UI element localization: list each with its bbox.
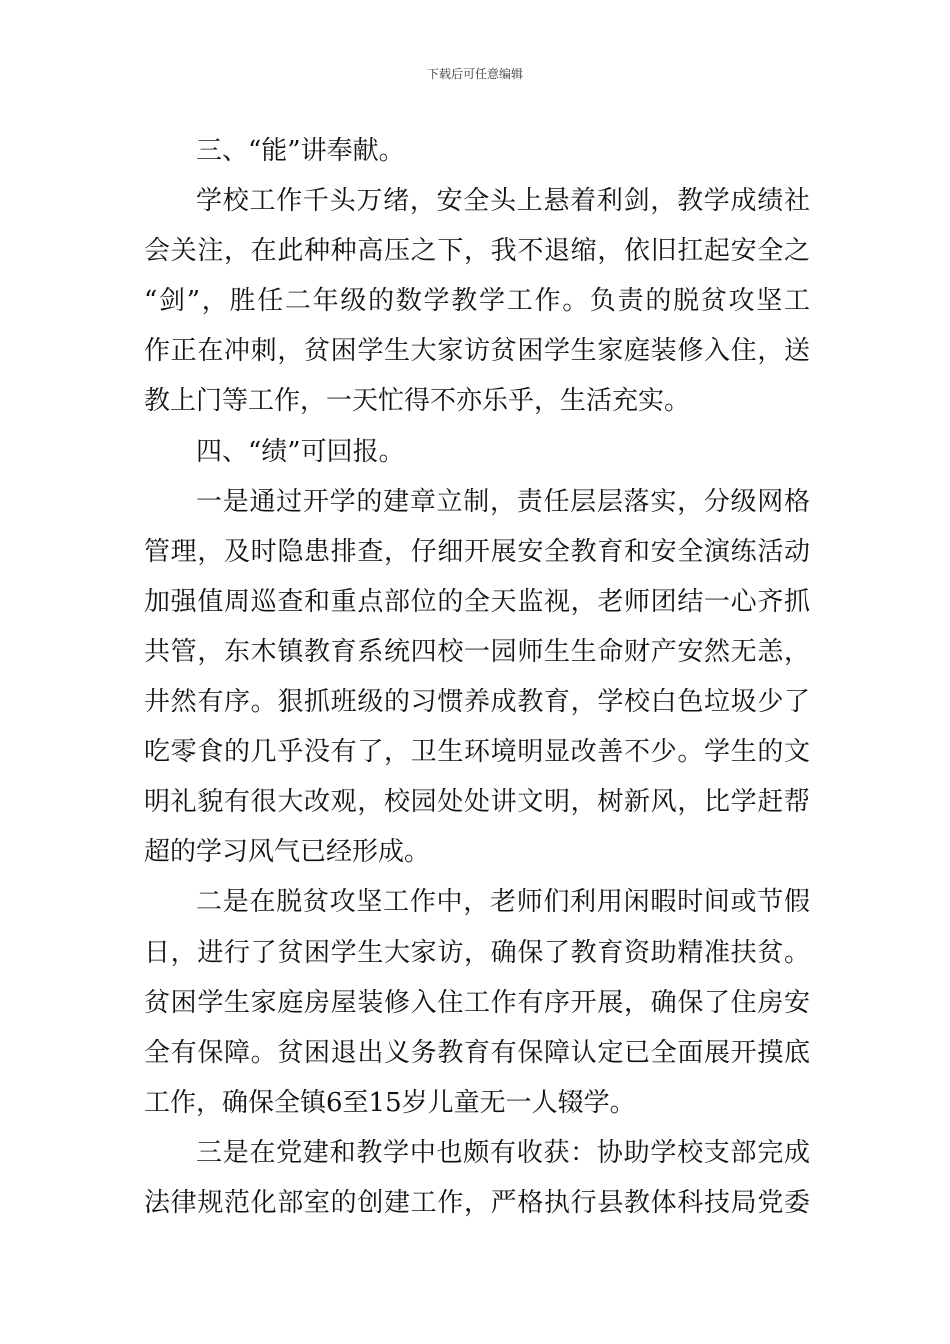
text-line: 吃零食的几乎没有了，卫生环境明显改善不少。学生的文 — [144, 737, 810, 768]
text-line: 加强值周巡查和重点部位的全天监视，老师团结一心齐抓 — [144, 586, 810, 617]
page-header: 下载后可任意编辑 — [426, 67, 523, 81]
text-line: 贫困学生家庭房屋装修入住工作有序开展，确保了住房安 — [144, 987, 810, 1018]
text-line: 教上门等工作，一天忙得不亦乐乎，生活充实。 — [144, 386, 691, 417]
text-line: 学校工作千头万绪，安全头上悬着利剑，教学成绩社 — [196, 186, 810, 217]
section-heading: 三、“能”讲奉献。 — [196, 136, 405, 166]
text-line: 二是在脱贫攻坚工作中，老师们利用闲暇时间或节假 — [196, 887, 810, 918]
section-heading: 四、“绩”可回报。 — [196, 436, 405, 467]
text-line: 明礼貌有很大改观，校园处处讲文明，树新风，比学赶帮 — [144, 787, 810, 818]
text-line: 超的学习风气已经形成。 — [144, 837, 431, 868]
text-line: 法律规范化部室的创建工作，严格执行县教体科技局党委 — [144, 1187, 810, 1218]
text-line: 会关注，在此种种高压之下，我不退缩，依旧扛起安全之 — [144, 236, 810, 267]
text-line: 工作，确保全镇6至15岁儿童无一人辍学。 — [144, 1087, 636, 1118]
document-body — [144, 126, 810, 1228]
text-line: 作正在冲刺，贫困学生大家访贫困学生家庭装修入住，送 — [144, 336, 810, 367]
text-line: 一是通过开学的建章立制，责任层层落实，分级网格 — [196, 486, 810, 517]
text-line: 日，进行了贫困学生大家访，确保了教育资助精准扶贫。 — [144, 937, 810, 968]
text-line: 三是在党建和教学中也颇有收获：协助学校支部完成 — [196, 1137, 810, 1168]
text-line: 井然有序。狠抓班级的习惯养成教育，学校白色垃圾少了 — [144, 687, 810, 718]
text-line: 共管，东木镇教育系统四校一园师生生命财产安然无恙， — [144, 636, 810, 667]
text-line: 管理，及时隐患排查，仔细开展安全教育和安全演练活动 — [144, 536, 810, 567]
text-line: 全有保障。贫困退出义务教育有保障认定已全面展开摸底 — [144, 1037, 810, 1068]
text-line: “剑”，胜任二年级的数学教学工作。负责的脱贫攻坚工 — [144, 286, 810, 317]
